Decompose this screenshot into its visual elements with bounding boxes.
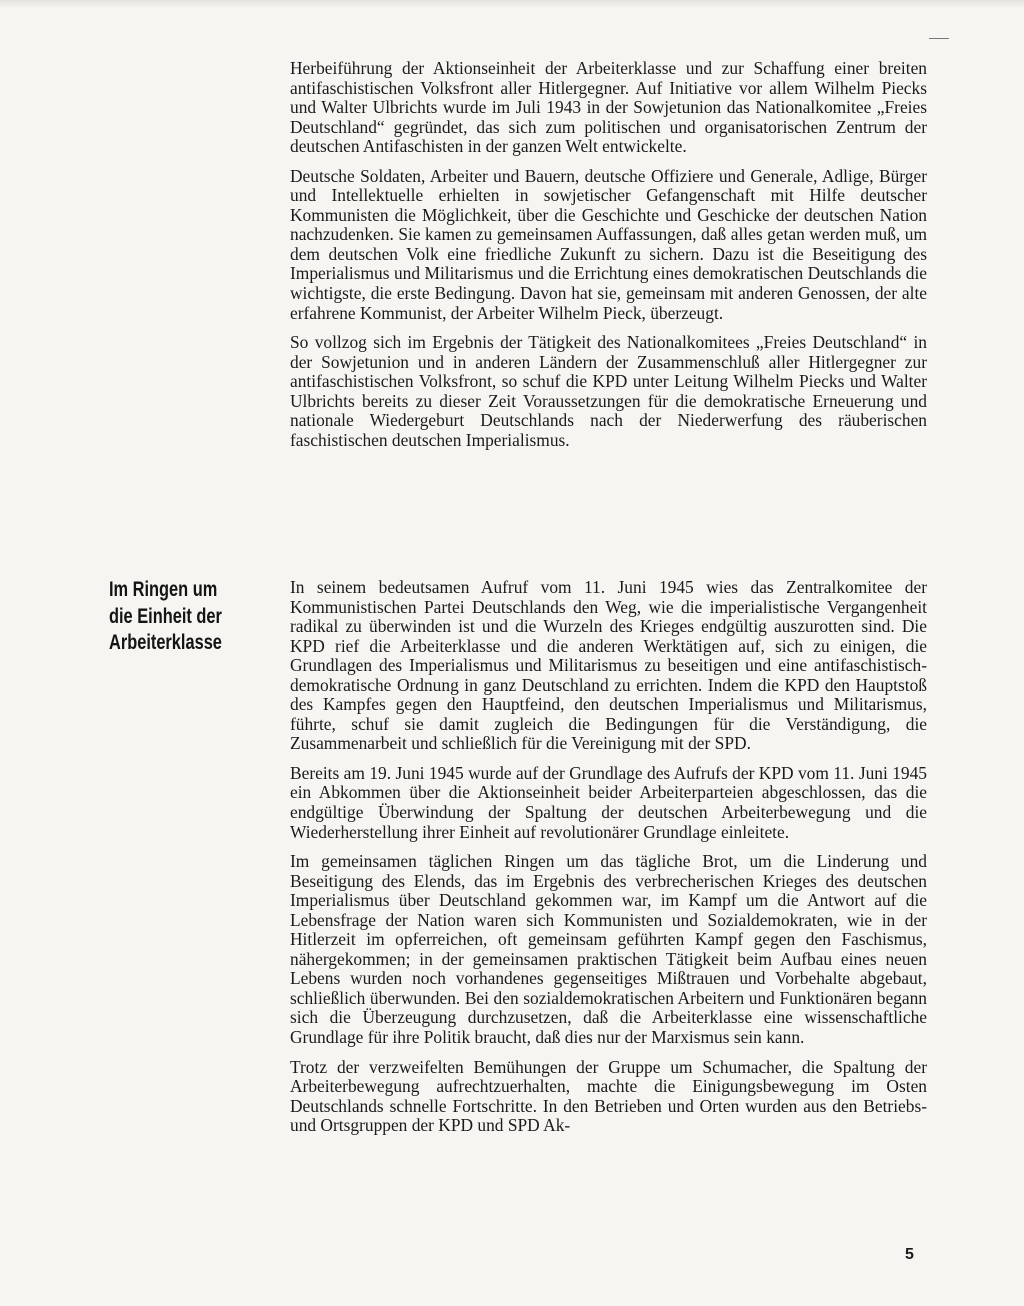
section-heading: Im Ringen um die Einheit der Arbeiterklasse bbox=[109, 578, 222, 654]
section-text-block bbox=[290, 578, 927, 1136]
paragraph: In seinem bedeutsamen Aufruf vom 11. Juni 1945 wies das Zentralkomitee der Kommunistischen Partei Deutschlands den Weg, wie die imperialistische Vergangenheit radikal zu überwinden ist und die Wurzeln des Krieges endgültig auszurotten sind. Die KPD rief die Arbeiterklasse und die anderen Werktätigen auf, sich zu einigen, die Grundlagen des Imperialismus und Militarismus zu beseitigen und eine antifaschistisch-demokratische Ordnung in ganz Deutschland zu errichten. Indem die KPD den Hauptstoß des Kampfes gegen den Hauptfeind, den deutschen Imperialismus und Militarismus, führte, schuf sie damit zugleich die Bedingungen für die Verständigung, die Zusammenarbeit und schließlich für die Vereinigung mit der SPD. bbox=[290, 577, 927, 754]
paragraph: So vollzog sich im Ergebnis der Tätigkeit des Nationalkomitees „Freies Deutschland“ in der Sowjetunion und in anderen Ländern der Zusammenschluß aller Hitlergegner zur antifaschistischen Volksfront, so schuf die KPD unter Leitung Wilhelm Piecks und Walter Ulbrichts bereits zu dieser Zeit Voraussetzungen für die demokratische Erneuerung und nationale Wiedergeburt Deutschlands nach der Niederwerfung des räuberischen faschistischen deutschen Imperialismus. bbox=[290, 332, 927, 450]
scan-edge bbox=[0, 0, 1024, 8]
paragraph: Deutsche Soldaten, Arbeiter und Bauern, deutsche Offiziere und Generale, Adlige, Bürger und Intellektuelle erhielten in sowjetischer Gefangenschaft mit Hilfe deutscher Kommunisten die Möglichkeit, über die Geschichte und Geschicke der deutschen Nation nachzudenken. Sie kamen zu gemeinsamen Auffassungen, daß alles getan werden muß, um dem deutschen Volk eine friedliche Zukunft zu sichern. Dazu ist die Beseitigung des Imperialismus und Militarismus und die Errichtung eines demokratischen Deutschlands die wichtigste, die erste Bedingung. Davon hat sie, gemeinsam mit anderen Genossen, der alte erfahrene Kommunist, der Arbeiter Wilhelm Pieck, überzeugt. bbox=[290, 165, 927, 323]
page-number: 5 bbox=[905, 1246, 914, 1263]
paragraph: Im gemeinsamen täglichen Ringen um das tägliche Brot, um die Linderung und Beseitigung des Elends, das im Ergebnis des verbrecherischen Krieges des deutschen Imperialismus über Deutschland gekommen war, im Kampf um die Antwort auf die Lebensfrage der Nation waren sich Kommunisten und Sozialdemokraten, wie in der Hitlerzeit im opferreichen, oft gemeinsam geführten Kampf gegen den Faschismus, nähergekommen; in der gemeinsamen praktischen Tätigkeit beim Aufbau eines neuen Lebens wurden noch vorhandenes gegenseitiges Mißtrauen und Vorbehalte abgebaut, schließlich überwunden. Bei den sozialdemokratischen Arbeitern und Funktionären begann sich die Überzeugung durchzusetzen, daß die Arbeiterklasse eine wissenschaftliche Grundlage für ihre Politik braucht, daß dies nur der Marxismus sein kann. bbox=[290, 851, 927, 1048]
paragraph: Herbeiführung der Aktionseinheit der Arbeiterklasse und zur Schaffung einer breiten antifaschistischen Volksfront aller Hitlergegner. Auf Initiative vor allem Wilhelm Piecks und Walter Ulbrichts wurde im Juli 1943 in der Sowjetunion das Nationalkomitee „Freies Deutschland“ gegründet, das sich zum politischen und organisatorischen Zentrum der deutschen Antifaschisten in der ganzen Welt entwickelte. bbox=[290, 58, 927, 157]
paragraph: Bereits am 19. Juni 1945 wurde auf der Grundlage des Aufrufs der KPD vom 11. Juni 1945 ein Abkommen über die Aktionseinheit beider Arbeiterparteien abgeschlossen, das die endgültige Überwindung der Spaltung der deutschen Arbeiterbewegung und die Wiederherstellung ihrer Einheit auf revolutionärer Grundlage einleitete. bbox=[290, 762, 927, 842]
intro-text-block bbox=[290, 59, 927, 450]
scan-mark bbox=[929, 38, 949, 39]
paragraph: Trotz der verzweifelten Bemühungen der Gruppe um Schumacher, die Spaltung der Arbeiterbewegung aufrechtzuerhalten, machte die Einigungsbewegung im Osten Deutschlands schnelle Fortschritte. In den Betrieben und Orten wurden aus den Betriebs- und Ortsgruppen der KPD und SPD Ak- bbox=[290, 1056, 927, 1136]
